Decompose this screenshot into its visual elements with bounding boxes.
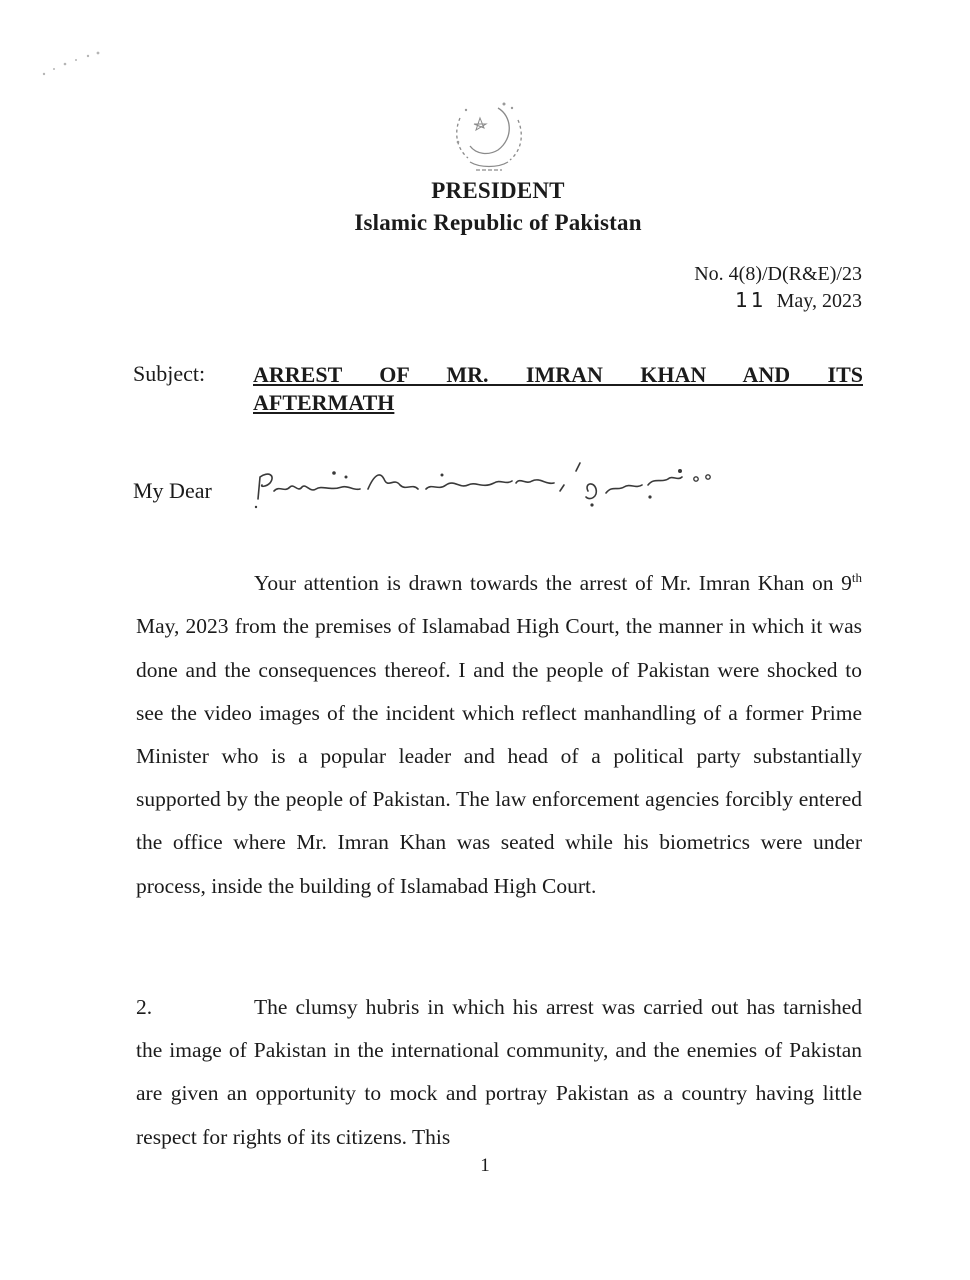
paragraph-number: 2. [136, 995, 153, 1019]
date-day-handwritten: 11 [735, 288, 767, 312]
subject-label: Subject: [133, 361, 206, 386]
date-month-year: May, 2023 [776, 290, 862, 312]
reference-date [735, 288, 862, 313]
reference-number: No. 4(8)/D(R&E)/23 [694, 263, 862, 285]
p1-ordinal-suffix: th [851, 570, 862, 585]
page-number: 1 [480, 1155, 490, 1176]
p1-text-before: Your attention is drawn towards the arrest of Mr. Imran Khan on 9 [254, 571, 852, 596]
p1-text-after: May, 2023 from the premises of Islamabad High Court, the manner in which it was done and the consequences thereof. I and the people of Pakistan were shocked to see the video images of the incident which reflect manhandling of a former Prime Minister who is a popular leader and head of a political party substantially supported by the people of Pakistan. The law enforcement agencies forcibly entered the office where Mr. Imran Khan was seated while his biometrics were under process, inside the building of Islamabad High Court. [136, 614, 862, 898]
subject-heading [253, 361, 863, 417]
pakistan-state-emblem-icon [440, 98, 536, 178]
letterhead-subtitle: Islamic Republic of Pakistan [354, 210, 642, 235]
p2-text: The clumsy hubris in which his arrest was carried out has tarnished the image of Pakistan in the international community, and the enemies of Pakistan are given an opportunity to mock and portray Pakistan as a country having little respect for rights of its citizens. This [136, 995, 862, 1149]
subject-line-1: ARREST OF MR. IMRAN KHAN AND ITS [253, 362, 863, 387]
body-paragraph-1 [136, 556, 862, 908]
subject-line-2: AFTERMATH [253, 390, 395, 415]
salutation: My Dear [133, 478, 212, 503]
handwritten-addressee-icon [250, 455, 730, 525]
scan-speck-icon [40, 44, 110, 84]
letterhead-title: PRESIDENT [431, 178, 565, 203]
body-paragraph-2 [136, 986, 862, 1159]
